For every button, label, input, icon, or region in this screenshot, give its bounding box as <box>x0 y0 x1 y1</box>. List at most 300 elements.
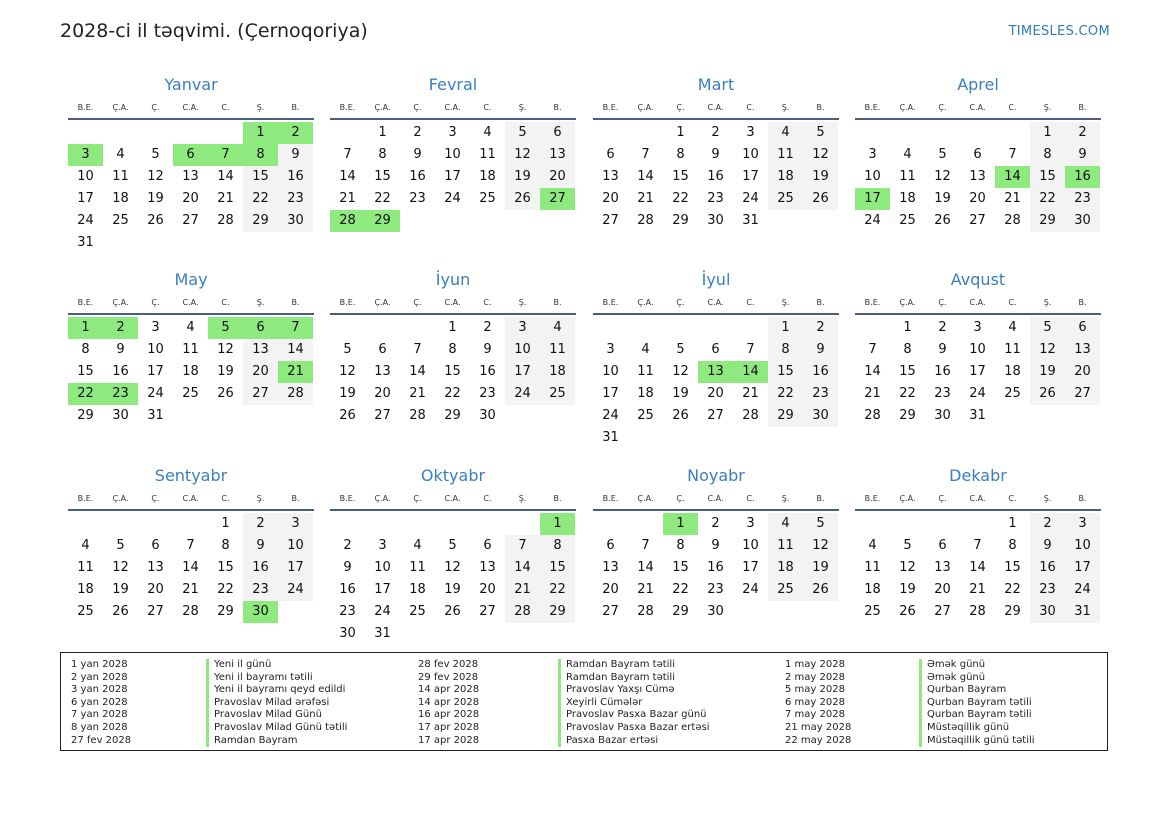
day-cell: 27 <box>147 604 164 619</box>
empty-day <box>208 122 243 144</box>
day-cell: 18 <box>409 582 426 597</box>
weekday-label: C. <box>221 298 230 307</box>
holiday-day: 14 <box>995 166 1030 188</box>
day-cell: 10 <box>278 535 313 557</box>
day-cell: 18 <box>77 582 94 597</box>
day-cell: 2 <box>343 538 352 553</box>
day-cell: 11 <box>77 560 94 575</box>
legend-date: 16 apr 2028 <box>418 709 480 721</box>
weekday-label: B.E. <box>864 103 881 112</box>
day-cell: 20 <box>182 191 199 206</box>
day-cell: 30 <box>1030 601 1065 623</box>
day-cell: 6 <box>1065 317 1100 339</box>
legend-date: 2 yan 2028 <box>71 671 128 683</box>
weekday-header <box>855 96 1101 120</box>
weekday-label: Ç.A. <box>637 298 654 307</box>
day-cell: 27 <box>374 408 391 423</box>
month-name: Noyabr <box>687 466 745 485</box>
day-cell: 8 <box>81 342 90 357</box>
holiday-day: 6 <box>173 144 208 166</box>
day-cell: 10 <box>444 147 461 162</box>
day-cell: 29 <box>217 604 234 619</box>
weekday-label: B.E. <box>77 298 94 307</box>
legend-date: 3 yan 2028 <box>71 684 128 696</box>
day-cell: 27 <box>1065 383 1100 405</box>
day-cell: 6 <box>540 122 575 144</box>
legend-date: 2 may 2028 <box>785 671 845 683</box>
day-cell: 18 <box>768 166 803 188</box>
month-name: İyul <box>701 270 731 289</box>
weekday-header <box>330 96 576 120</box>
month-name: Mart <box>697 75 735 94</box>
weekday-label: B.E. <box>602 103 619 112</box>
weekday-label: Ç.A. <box>112 103 129 112</box>
weekday-label: Ş. <box>781 103 790 112</box>
day-cell: 28 <box>278 383 313 405</box>
month-name: Aprel <box>957 75 999 94</box>
day-cell: 23 <box>243 579 278 601</box>
day-cell: 9 <box>116 342 125 357</box>
day-cell: 4 <box>483 125 492 140</box>
day-cell: 10 <box>742 538 759 553</box>
day-cell: 26 <box>672 408 689 423</box>
day-cell: 10 <box>374 560 391 575</box>
day-cell: 6 <box>938 538 947 553</box>
day-cell: 4 <box>116 147 125 162</box>
month-calendar <box>855 465 1101 623</box>
day-cell: 9 <box>1065 144 1100 166</box>
day-cell: 18 <box>899 191 916 206</box>
day-cell: 15 <box>77 364 94 379</box>
day-cell: 22 <box>768 383 803 405</box>
day-cell: 20 <box>374 386 391 401</box>
empty-day <box>365 317 400 339</box>
day-cell: 29 <box>768 405 803 427</box>
weekday-label: C. <box>221 494 230 503</box>
weekday-label: B. <box>291 298 300 307</box>
day-cell: 20 <box>540 166 575 188</box>
empty-day <box>138 122 173 144</box>
day-cell: 12 <box>672 364 689 379</box>
weekday-label: C.A. <box>444 103 461 112</box>
day-cell: 24 <box>505 383 540 405</box>
weekday-label: Ç. <box>938 298 947 307</box>
day-cell: 6 <box>151 538 160 553</box>
day-cell: 25 <box>112 213 129 228</box>
day-cell: 22 <box>243 188 278 210</box>
day-cell: 22 <box>899 386 916 401</box>
day-cell: 12 <box>112 560 129 575</box>
legend-date: 8 yan 2028 <box>71 721 128 733</box>
day-cell: 5 <box>803 122 838 144</box>
day-cell: 25 <box>768 188 803 210</box>
day-cell: 12 <box>339 364 356 379</box>
day-cell: 16 <box>278 166 313 188</box>
day-cell: 3 <box>868 147 877 162</box>
day-cell: 20 <box>243 361 278 383</box>
day-cell: 28 <box>742 408 759 423</box>
weekday-label: Ç.A. <box>899 103 916 112</box>
day-cell: 10 <box>505 339 540 361</box>
day-cell: 22 <box>540 579 575 601</box>
day-cell: 25 <box>899 213 916 228</box>
legend-holiday: Əmək günü <box>919 672 1035 685</box>
empty-day <box>663 317 698 339</box>
day-cell: 12 <box>803 535 838 557</box>
day-cell: 18 <box>540 361 575 383</box>
day-cell: 28 <box>637 604 654 619</box>
legend-holiday: Yeni il günü <box>206 659 347 672</box>
day-cell: 31 <box>147 408 164 423</box>
weekday-header <box>593 291 839 315</box>
day-cell: 1 <box>448 320 457 335</box>
day-cell: 9 <box>1030 535 1065 557</box>
weekday-label: C. <box>221 103 230 112</box>
weekday-label: B. <box>816 103 825 112</box>
weekday-label: Ç.A. <box>637 103 654 112</box>
weekday-label: Ş. <box>256 298 265 307</box>
day-cell: 3 <box>1065 513 1100 535</box>
day-cell: 19 <box>1030 361 1065 383</box>
empty-day <box>593 122 628 144</box>
weekday-label: C. <box>746 103 755 112</box>
month-calendar <box>593 74 839 232</box>
day-cell: 5 <box>448 538 457 553</box>
holiday-day: 21 <box>278 361 313 383</box>
day-cell: 26 <box>899 604 916 619</box>
day-cell: 7 <box>641 538 650 553</box>
day-cell: 20 <box>479 582 496 597</box>
day-cell: 14 <box>217 169 234 184</box>
day-cell: 31 <box>1065 601 1100 623</box>
weekday-label: C. <box>1008 298 1017 307</box>
weekday-label: B.E. <box>339 494 356 503</box>
day-cell: 30 <box>479 408 496 423</box>
empty-day <box>365 513 400 535</box>
day-cell: 10 <box>147 342 164 357</box>
day-cell: 28 <box>864 408 881 423</box>
holiday-day: 1 <box>663 513 698 535</box>
day-cell: 11 <box>768 144 803 166</box>
day-cell: 4 <box>641 342 650 357</box>
day-cell: 21 <box>969 582 986 597</box>
legend-date: 17 apr 2028 <box>418 721 480 733</box>
holiday-day: 1 <box>243 122 278 144</box>
day-cell: 31 <box>742 213 759 228</box>
weekday-label: Ş. <box>781 494 790 503</box>
legend-date: 6 may 2028 <box>785 696 845 708</box>
day-cell: 21 <box>339 191 356 206</box>
day-cell: 12 <box>444 560 461 575</box>
day-cell: 11 <box>479 147 496 162</box>
day-cell: 17 <box>278 557 313 579</box>
day-cell: 15 <box>217 560 234 575</box>
day-cell: 29 <box>672 213 689 228</box>
day-cell: 2 <box>483 320 492 335</box>
weekday-label: B. <box>1078 494 1087 503</box>
legend-holiday: Xeyirli Cümələr <box>558 697 709 710</box>
legend-date: 7 yan 2028 <box>71 709 128 721</box>
day-cell: 5 <box>343 342 352 357</box>
empty-day <box>68 513 103 535</box>
weekday-label: Ş. <box>256 494 265 503</box>
legend-holiday: Yeni il bayramı qeyd edildi <box>206 684 347 697</box>
day-cell: 20 <box>147 582 164 597</box>
day-cell: 7 <box>505 535 540 557</box>
weekday-label: C. <box>1008 103 1017 112</box>
day-cell: 13 <box>602 560 619 575</box>
day-cell: 22 <box>1030 188 1065 210</box>
day-cell: 19 <box>339 386 356 401</box>
day-cell: 2 <box>243 513 278 535</box>
day-cell: 3 <box>151 320 160 335</box>
month-calendar <box>593 465 839 623</box>
weekday-label: B.E. <box>339 103 356 112</box>
empty-day <box>138 513 173 535</box>
day-cell: 12 <box>147 169 164 184</box>
day-cell: 10 <box>969 342 986 357</box>
day-cell: 2 <box>711 125 720 140</box>
weekday-header <box>68 291 314 315</box>
day-cell: 6 <box>606 147 615 162</box>
day-cell: 22 <box>217 582 234 597</box>
day-cell: 29 <box>1004 604 1021 619</box>
day-cell: 11 <box>864 560 881 575</box>
holiday-day: 2 <box>103 317 138 339</box>
day-cell: 26 <box>934 213 951 228</box>
day-cell: 23 <box>479 386 496 401</box>
weekday-label: Ç. <box>151 298 160 307</box>
legend-date: 21 may 2028 <box>785 721 852 733</box>
weekday-label: Ç.A. <box>112 494 129 503</box>
weekday-label: Ç. <box>676 494 685 503</box>
day-cell: 29 <box>444 408 461 423</box>
day-cell: 17 <box>374 582 391 597</box>
weekday-label: C.A. <box>707 494 724 503</box>
day-cell: 18 <box>112 191 129 206</box>
legend-names-col-1 <box>206 659 347 747</box>
day-cell: 31 <box>374 626 391 641</box>
day-cell: 2 <box>1065 122 1100 144</box>
weekday-header <box>855 487 1101 511</box>
day-cell: 3 <box>746 125 755 140</box>
day-cell: 14 <box>182 560 199 575</box>
day-cell: 25 <box>540 383 575 405</box>
day-cell: 14 <box>339 169 356 184</box>
day-cell: 13 <box>182 169 199 184</box>
legend-holiday: Qurban Bayram tətili <box>919 697 1035 710</box>
holiday-day: 2 <box>278 122 313 144</box>
weekday-label: B. <box>291 494 300 503</box>
day-cell: 4 <box>81 538 90 553</box>
empty-day <box>890 513 925 535</box>
weekday-label: B.E. <box>77 103 94 112</box>
day-cell: 23 <box>707 582 724 597</box>
day-cell: 4 <box>1008 320 1017 335</box>
day-cell: 14 <box>864 364 881 379</box>
day-cell: 27 <box>969 213 986 228</box>
empty-day <box>103 122 138 144</box>
legend-holiday: Pravoslav Milad ərəfəsi <box>206 697 347 710</box>
day-cell: 8 <box>1008 538 1017 553</box>
weekday-label: C.A. <box>969 494 986 503</box>
holiday-day: 27 <box>540 188 575 210</box>
brand-link[interactable]: TIMESLES.COM <box>1008 24 1110 39</box>
weekday-label: Ş. <box>518 494 527 503</box>
day-cell: 14 <box>278 339 313 361</box>
legend-date: 17 apr 2028 <box>418 734 480 746</box>
holiday-day: 1 <box>68 317 103 339</box>
day-cell: 26 <box>339 408 356 423</box>
weekday-label: C. <box>483 298 492 307</box>
day-cell: 30 <box>112 408 129 423</box>
day-cell: 7 <box>973 538 982 553</box>
empty-day <box>628 122 663 144</box>
weekday-label: B.E. <box>77 494 94 503</box>
weekday-label: Ç. <box>676 298 685 307</box>
day-cell: 15 <box>540 557 575 579</box>
month-name: Avqust <box>950 270 1006 289</box>
weekday-label: Ç.A. <box>374 298 391 307</box>
day-cell: 11 <box>1004 342 1021 357</box>
day-cell: 14 <box>505 557 540 579</box>
day-cell: 27 <box>243 383 278 405</box>
day-cell: 30 <box>934 408 951 423</box>
empty-day <box>733 317 768 339</box>
day-grid <box>330 513 576 645</box>
day-grid <box>68 317 314 427</box>
weekday-label: B.E. <box>339 298 356 307</box>
day-cell: 31 <box>602 430 619 445</box>
day-cell: 25 <box>479 191 496 206</box>
weekday-label: Ş. <box>518 103 527 112</box>
day-cell: 6 <box>973 147 982 162</box>
month-calendar <box>855 74 1101 232</box>
day-cell: 19 <box>505 166 540 188</box>
day-cell: 4 <box>768 513 803 535</box>
holiday-day: 8 <box>243 144 278 166</box>
day-grid <box>68 513 314 623</box>
day-cell: 27 <box>182 213 199 228</box>
empty-day <box>173 513 208 535</box>
day-grid <box>855 317 1101 427</box>
day-cell: 25 <box>409 604 426 619</box>
weekday-label: Ş. <box>1043 298 1052 307</box>
day-cell: 8 <box>378 147 387 162</box>
day-cell: 10 <box>864 169 881 184</box>
day-cell: 10 <box>1065 535 1100 557</box>
day-cell: 24 <box>278 579 313 601</box>
day-cell: 12 <box>1030 339 1065 361</box>
day-cell: 11 <box>637 364 654 379</box>
day-cell: 18 <box>768 557 803 579</box>
weekday-label: Ç.A. <box>374 494 391 503</box>
legend-date: 1 yan 2028 <box>71 659 128 670</box>
day-cell: 3 <box>505 317 540 339</box>
day-cell: 15 <box>444 364 461 379</box>
day-cell: 9 <box>711 147 720 162</box>
weekday-label: Ç. <box>151 494 160 503</box>
weekday-label: Ç. <box>151 103 160 112</box>
month-calendar <box>855 269 1101 427</box>
day-cell: 30 <box>707 604 724 619</box>
day-cell: 16 <box>479 364 496 379</box>
empty-day <box>593 317 628 339</box>
day-cell: 19 <box>803 557 838 579</box>
month-name: Sentyabr <box>154 466 228 485</box>
day-cell: 25 <box>1004 386 1021 401</box>
legend-holiday: Pravoslav Yaxşı Cümə <box>558 684 709 697</box>
legend-dates-col-3 <box>785 659 851 747</box>
day-cell: 7 <box>186 538 195 553</box>
day-cell: 12 <box>899 560 916 575</box>
day-grid <box>330 317 576 427</box>
day-cell: 15 <box>1030 166 1065 188</box>
empty-day <box>400 513 435 535</box>
day-cell: 7 <box>641 147 650 162</box>
holiday-day: 3 <box>68 144 103 166</box>
day-cell: 23 <box>707 191 724 206</box>
legend-date: 28 fev 2028 <box>418 659 479 670</box>
day-cell: 26 <box>217 386 234 401</box>
month-calendar <box>330 269 576 427</box>
empty-day <box>68 122 103 144</box>
holiday-day: 14 <box>733 361 768 383</box>
weekday-header <box>855 291 1101 315</box>
weekday-label: Ç. <box>413 103 422 112</box>
day-cell: 4 <box>540 317 575 339</box>
month-name: Fevral <box>428 75 478 94</box>
day-cell: 26 <box>112 604 129 619</box>
day-cell: 14 <box>409 364 426 379</box>
day-cell: 16 <box>803 361 838 383</box>
day-cell: 10 <box>77 169 94 184</box>
day-cell: 21 <box>864 386 881 401</box>
day-cell: 5 <box>938 147 947 162</box>
weekday-label: B. <box>291 103 300 112</box>
day-cell: 22 <box>672 191 689 206</box>
day-cell: 24 <box>742 191 759 206</box>
weekday-label: B. <box>553 494 562 503</box>
empty-day <box>628 513 663 535</box>
day-cell: 20 <box>602 191 619 206</box>
day-cell: 23 <box>339 604 356 619</box>
day-cell: 28 <box>217 213 234 228</box>
weekday-label: Ç.A. <box>899 298 916 307</box>
empty-day <box>925 122 960 144</box>
legend-date: 1 may 2028 <box>785 659 845 670</box>
weekday-header <box>68 487 314 511</box>
day-cell: 30 <box>278 210 313 232</box>
day-cell: 1 <box>903 320 912 335</box>
day-cell: 30 <box>803 405 838 427</box>
day-cell: 26 <box>147 213 164 228</box>
day-cell: 9 <box>938 342 947 357</box>
day-cell: 19 <box>934 191 951 206</box>
month-name: May <box>174 270 208 289</box>
day-cell: 28 <box>409 408 426 423</box>
day-cell: 10 <box>742 147 759 162</box>
day-cell: 23 <box>803 383 838 405</box>
day-cell: 11 <box>899 169 916 184</box>
day-cell: 15 <box>374 169 391 184</box>
day-cell: 27 <box>602 604 619 619</box>
month-calendar <box>68 269 314 427</box>
day-cell: 22 <box>1004 582 1021 597</box>
day-cell: 19 <box>444 582 461 597</box>
day-cell: 5 <box>116 538 125 553</box>
day-cell: 4 <box>868 538 877 553</box>
